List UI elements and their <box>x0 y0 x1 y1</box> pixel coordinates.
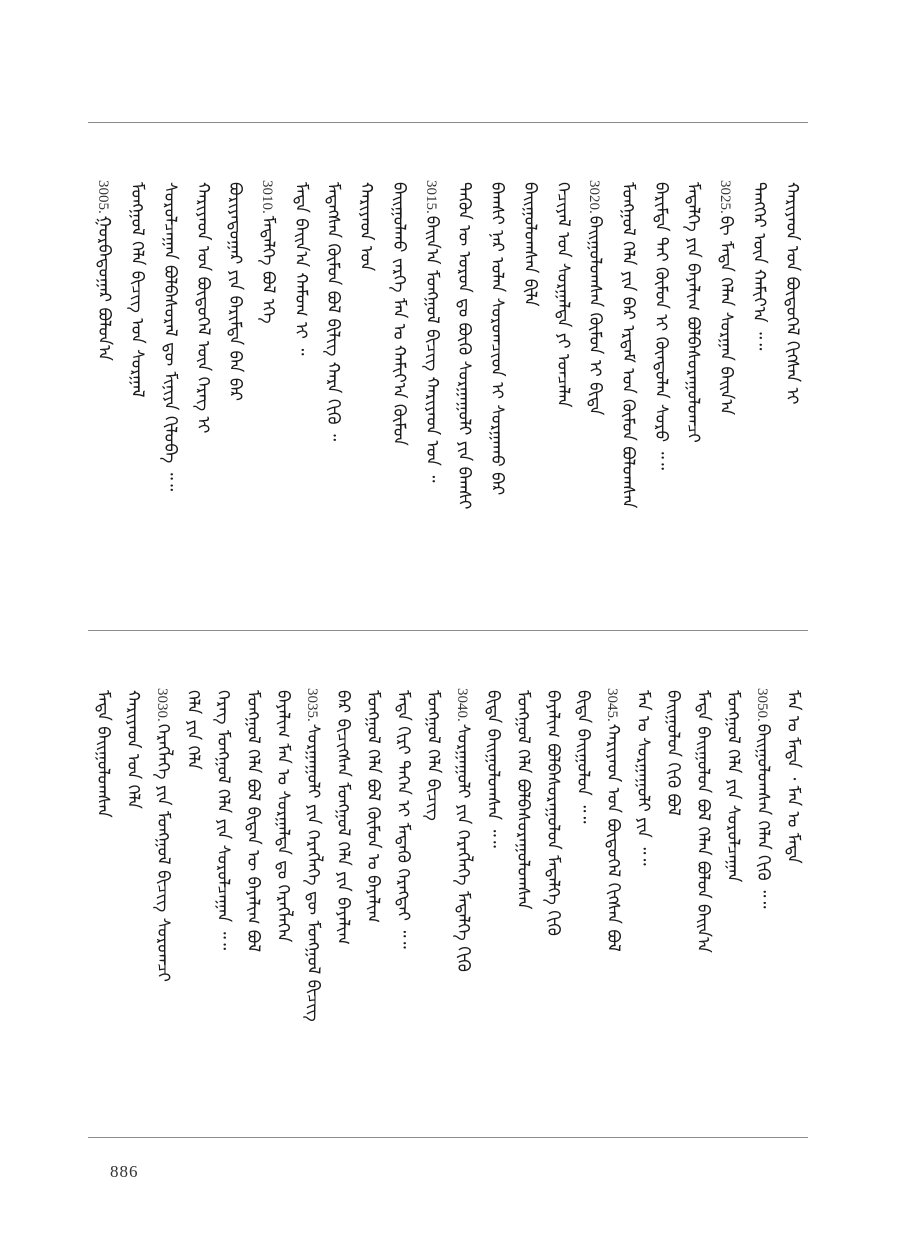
verse-line-text-row <box>617 180 639 620</box>
verse-line-text-row <box>572 688 594 1128</box>
verse-line <box>482 688 504 1128</box>
verse-line-text-row <box>242 688 264 1128</box>
verse-text: ᠪᠠᠶᠠᠯᠢᠭ ᠪᠣᠯᠪᠠᠰᠤᠷᠠᠭᠤᠯᠤᠨ ᠮᠡᠳᠡᠯᠭᠡ ᠬᠢᠬᠦ <box>543 690 563 936</box>
verse-text: ᠮᠠᠨ ᠤ ᠰᠤᠷᠭᠠᠭᠤᠯᠢ ᠶᠢᠨ ᠃᠃ <box>633 690 653 866</box>
verse-line-text-row <box>748 180 770 620</box>
verse-text: ᠮᠡᠳᠡ ᠪᠠᠢᠭᠤᠯᠤᠨ ᠪᠣᠯ ᠬᠡᠯᠡᠨ ᠪᠣᠯᠤᠨ ᠪᠠᠢᠨ᠎ᠠ <box>693 690 713 953</box>
verse-text: ᠪᠠᠢᠭᠤᠯᠬᠤ ᠵᠡᠷᠭᠡ ᠮᠠᠨ ᠤ ᠬᠠᠮᠢᠶ᠎ᠠ ᠬᠦᠮᠦᠨ <box>388 182 409 446</box>
verse-line-text-row <box>257 180 279 620</box>
verse-line <box>272 688 294 1128</box>
verse-text: ᠪᠠᠢᠭᠤᠯᠤᠭᠰᠠᠨ ᠪᠢᠯᠡ <box>519 182 540 307</box>
verse-line <box>182 688 204 1128</box>
verse-line <box>632 688 654 1128</box>
verse-line <box>93 180 115 620</box>
verse-text: ᠮᠡᠳᠡᠭᠰᠡᠨ ᠬᠥᠮᠦᠨ ᠪᠣᠯ ᠪᠢᠯᠢᠭ ᠬᠠᠷᠠ ᠬᠢᠬᠦ ᠃ <box>323 182 344 442</box>
verse-text: ᠪᠠᠢᠭᠤᠯᠤᠭᠰᠠᠨ ᠬᠡᠯᠡᠨ ᠬᠢᠬᠦ ᠃᠃ <box>753 723 773 909</box>
line-number: 3035. <box>304 688 320 722</box>
verse-line <box>782 688 804 1128</box>
line-number: 3040. <box>454 688 470 722</box>
verse-line <box>715 180 737 620</box>
verse-line <box>584 180 606 620</box>
upper-verse-block <box>88 180 808 620</box>
verse-text: ᠮᠣᠩᠭᠣᠯ ᠬᠡᠯᠡ ᠶᠢᠨ ᠪᠠᠷ ᠡᠷᠳᠡᠮ ᠤᠨ ᠬᠦᠮᠦᠨ ᠪᠤᠯᠤᠭᠰᠠᠨ <box>618 182 638 509</box>
verse-text: ᠪᠠᠭᠰᠢ ᠨᠠᠷ ᠣᠯᠠᠨ ᠰᠤᠷᠤᠭᠴᠢᠳ ᠢ ᠰᠤᠷᠭᠠᠬᠤ ᠪᠠᠷ <box>487 182 508 496</box>
line-number: 3015. <box>422 180 439 214</box>
verse-text: ᠪᠠᠶᠠᠯᠢᠭ ᠮᠠᠨ ᠤ ᠰᠤᠷᠭᠠᠯᠲᠠ ᠳᠤ ᠬᠡᠷᠡᠭᠯᠡᠭᠡᠨ <box>273 690 293 943</box>
verse-text: ᠮᠡᠳᠡ ᠬᠢᠷᠢ ᠲᠡᠭᠡᠨ ᠢ ᠮᠡᠳᠡᠬᠦ ᠬᠡᠷᠡᠭᠲᠡᠢ ᠃᠃ <box>393 690 413 949</box>
verse-text: ᠬᠠᠷᠢᠶᠠᠳ ᠤᠨ ᠪᠦᠲᠦᠭᠡᠯ ᠬᠢᠭᠰᠡᠨ ᠢ <box>781 182 802 405</box>
verse-line-text-row <box>272 688 294 1128</box>
verse-text: ᠪᠠᠢᠭᠤᠯᠤᠨ ᠬᠢᠬᠦ ᠪᠣᠯ <box>663 690 683 816</box>
verse-line <box>257 180 279 620</box>
verse-line <box>152 688 174 1128</box>
verse-text: ᠰᠤᠷᠭᠠᠭᠤᠯᠢ ᠶᠢᠨ ᠬᠡᠷᠡᠭᠯᠡᠭᠡ ᠮᠡᠳᠡᠯᠭᠡ ᠬᠢᠬᠦ <box>453 723 473 972</box>
verse-line <box>572 688 594 1128</box>
verse-text: ᠬᠠᠷᠢᠶᠠᠳ ᠤᠨ <box>356 182 377 272</box>
verse-line-text-row <box>782 688 804 1128</box>
verse-line-text-row <box>552 180 574 620</box>
verse-line <box>722 688 744 1128</box>
verse-line-text-row <box>224 180 246 620</box>
verse-line-text-row <box>332 688 354 1128</box>
verse-line <box>92 688 114 1128</box>
verse-text: ᠮᠣᠩᠭᠣᠯ ᠬᠡᠯᠡ ᠪᠢᠴᠢᠭ <box>423 690 443 821</box>
verse-line-text-row <box>452 688 474 1128</box>
verse-text: ᠮᠡᠳᠡᠯᠭᠡ ᠪᠤᠯ ᠡᠬᠡ <box>258 215 278 324</box>
verse-line-text-row <box>388 180 410 620</box>
verse-text: ᠭᠤᠷᠪᠠᠳᠤᠭᠠᠷ ᠪᠤᠯᠤᠨ᠎ᠠ <box>94 215 115 361</box>
verse-line-text-row <box>92 688 114 1128</box>
verse-text: ᠪᠢ ᠮᠡᠳᠡ ᠬᠡᠯᠡᠨ ᠰᠤᠷᠭᠠᠨ ᠪᠠᠢᠨ᠎ᠠ <box>716 215 737 416</box>
verse-line-text-row <box>422 688 444 1128</box>
verse-line-text-row <box>290 180 312 620</box>
verse-text: ᠬᠠᠷᠢᠶᠠᠳ ᠤᠨ ᠪᠦᠲᠦᠭᠡᠯ ᠦᠨ ᠬᠡᠷᠡᠭ ᠢ <box>192 182 213 434</box>
verse-line <box>355 180 377 620</box>
verse-line <box>290 180 312 620</box>
verse-text: ᠮᠠᠨ ᠤ ᠮᠡᠳᠡ ᠂ ᠮᠠᠨ ᠤ ᠮᠡᠳᠡ <box>783 690 803 864</box>
verse-line-text-row <box>355 180 377 620</box>
verse-line <box>332 688 354 1128</box>
verse-text: ᠬᠠᠷᠢᠶᠠᠳ ᠤᠨ ᠬᠡᠯᠡ <box>123 690 143 809</box>
verse-line-text-row <box>482 688 504 1128</box>
verse-text: ᠬᠡᠴᠢᠶᠡᠯ ᠤᠨ ᠰᠤᠷᠭᠠᠯᠲᠠ ᠶᠢ ᠣᠨᠴᠠᠯᠠᠨ <box>552 182 573 408</box>
verse-line <box>302 688 324 1128</box>
verse-line <box>362 688 384 1128</box>
verse-text: ᠪᠠᠷ ᠪᠢᠴᠢᠭᠰᠡᠨ ᠮᠣᠩᠭᠣᠯ ᠬᠡᠯᠡ ᠶᠢᠨ ᠪᠠᠶᠠᠯᠢᠭ <box>333 690 353 945</box>
verse-line <box>752 688 774 1128</box>
verse-text: ᠪᠤᠷᠢᠶᠠᠳᠤᠭᠠᠷ ᠶᠢᠨ ᠪᠠᠷᠢᠮᠲᠠ ᠪᠠᠨ ᠪᠠᠷ <box>225 182 246 402</box>
verse-line <box>692 688 714 1128</box>
verse-text: ᠮᠣᠩᠭᠣᠯ ᠬᠡᠯᠡ ᠶᠢᠨ ᠰᠤᠷᠤᠯᠴᠠᠭᠠᠨ <box>723 690 743 883</box>
verse-line-text-row <box>122 688 144 1128</box>
verse-line <box>224 180 246 620</box>
verse-line-text-row <box>519 180 541 620</box>
verse-text: ᠪᠠᠷᠢᠮᠲᠠ ᠲᠠᠢ ᠬᠦᠮᠦᠨ ᠢ ᠬᠦᠨᠳᠦᠯᠡᠨ ᠰᠤᠷᠤ ᠃᠃ <box>650 182 671 470</box>
verse-line-text-row <box>93 180 115 620</box>
verse-line-text-row <box>692 688 714 1128</box>
verse-line <box>453 180 475 620</box>
verse-line-text-row <box>715 180 737 620</box>
verse-text: ᠰᠤᠷᠤᠯᠴᠠᠭᠠᠨ ᠪᠣᠯᠪᠠᠰᠤᠷᠠᠯ ᠳᠦ ᠮᠢᠨᠢᠶᠡ ᠬᠢᠯᠦ᠍ᠪᠡ ᠃᠃ <box>159 182 180 492</box>
verse-line <box>519 180 541 620</box>
verse-line-text-row <box>486 180 508 620</box>
verse-line-text-row <box>584 180 606 620</box>
verse-line-text-row <box>781 180 803 620</box>
verse-line-text-row <box>602 688 624 1128</box>
verse-line <box>322 180 344 620</box>
verse-line <box>126 180 148 620</box>
verse-line <box>512 688 534 1128</box>
middle-rule <box>88 630 808 631</box>
verse-text: ᠪᠢᠳᠡ ᠪᠠᠢᠭᠤᠯᠤᠭᠰᠠᠨ ᠃᠃ <box>483 690 503 848</box>
verse-line-text-row <box>192 180 214 620</box>
verse-line-text-row <box>650 180 672 620</box>
verse-line <box>552 180 574 620</box>
verse-line <box>781 180 803 620</box>
verse-line <box>650 180 672 620</box>
verse-text: ᠮᠡᠳᠡ ᠪᠠᠢᠨ᠎ᠠ ᠬᠠᠮᠤᠭ ᠢ ᠃ <box>290 182 311 356</box>
line-number: 3005. <box>95 180 112 214</box>
verse-line-text-row <box>182 688 204 1128</box>
verse-line-text-row <box>322 180 344 620</box>
verse-line-text-row <box>662 688 684 1128</box>
lower-verse-block <box>88 688 808 1128</box>
verse-line <box>422 688 444 1128</box>
verse-line-text-row <box>632 688 654 1128</box>
verse-line-text-row <box>722 688 744 1128</box>
line-number: 3025. <box>717 180 734 214</box>
verse-line-text-row <box>152 688 174 1128</box>
verse-line <box>682 180 704 620</box>
verse-text: ᠪᠠᠢᠭᠤᠯᠤᠭᠰᠠᠨ ᠬᠦᠮᠦᠨ ᠢ ᠪᠢᠳᠡ <box>585 215 606 416</box>
verse-text: ᠬᠡᠯᠡ ᠶᠢᠨ ᠬᠡᠯᠡ <box>183 690 203 770</box>
verse-text: ᠬᠠᠷᠢᠶᠠᠳ ᠤᠨ ᠪᠦᠲᠦᠭᠡᠯ ᠬᠢᠭᠰᠡᠨ ᠪᠣᠯ <box>603 723 623 952</box>
verse-line <box>421 180 443 620</box>
verse-line <box>486 180 508 620</box>
verse-line <box>122 688 144 1128</box>
verse-line <box>242 688 264 1128</box>
verse-text: ᠮᠣᠩᠭᠣᠯ ᠬᠡᠯᠡ ᠪᠢᠴᠢᠭ ᠤᠨ ᠰᠤᠷᠭᠠᠯ <box>127 182 148 398</box>
verse-line <box>602 688 624 1128</box>
verse-text: ᠮᠣᠩᠭᠣᠯ ᠬᠡᠯᠡ ᠪᠣᠯ ᠪᠢᠳᠡᠨ ᠦ ᠪᠠᠶᠠᠯᠢᠭ ᠪᠣᠯ <box>243 690 263 953</box>
verse-text: ᠮᠡᠳᠡ ᠪᠠᠢᠭᠤᠯᠤᠭᠰᠠᠨ <box>93 690 113 818</box>
verse-text: ᠲᠡᠩᠭᠡᠷ ᠦᠨ ᠬᠠᠮᠢᠶ᠎ᠠ ᠃᠃ <box>748 182 769 351</box>
verse-line <box>388 180 410 620</box>
line-number: 3030. <box>154 688 170 722</box>
verse-text: ᠬᠡᠷᠡᠭ ᠮᠣᠩᠭᠣᠯ ᠬᠡᠯᠡ ᠶᠢᠨ ᠰᠤᠷᠤᠯᠴᠠᠭᠠᠨ ᠃᠃ <box>213 690 233 951</box>
verse-line-text-row <box>542 688 564 1128</box>
verse-line-text-row <box>453 180 475 620</box>
line-number: 3045. <box>604 688 620 722</box>
verse-line-text-row <box>302 688 324 1128</box>
verse-line-text-row <box>392 688 414 1128</box>
verse-text: ᠮᠣᠩᠭᠣᠯ ᠬᠡᠯᠡ ᠪᠣᠯᠪᠠᠰᠤᠷᠠᠭᠤᠯᠤᠭᠰᠠᠨ <box>513 690 533 910</box>
verse-text: ᠰᠤᠷᠭᠠᠭᠤᠯᠢ ᠶᠢᠨ ᠬᠡᠷᠡᠭᠯᠡᠭᠡ ᠳᠦ ᠮᠣᠩᠭᠣᠯ ᠪᠢᠴᠢᠭ <box>303 723 323 1022</box>
verse-text: ᠬᠡᠷᠡᠭᠯᠡᠭᠡ ᠶᠢᠨ ᠮᠣᠩᠭᠣᠯ ᠪᠢᠴᠢᠭ ᠰᠤᠷᠤᠭᠴᠢ <box>153 723 173 982</box>
line-number: 3010. <box>259 180 275 214</box>
line-number: 3020. <box>586 180 603 214</box>
verse-line <box>452 688 474 1128</box>
verse-text: ᠮᠣᠩᠭᠣᠯ ᠬᠡᠯᠡ ᠪᠣᠯ ᠬᠦᠮᠦᠨ ᠤ ᠪᠠᠶᠠᠯᠢᠭ <box>363 690 383 923</box>
page-number: 886 <box>110 1162 139 1181</box>
verse-text: ᠪᠢᠳᠡ ᠪᠠᠢᠭᠤᠯᠤᠨ ᠃᠃ <box>573 690 593 824</box>
verse-line-text-row <box>752 688 774 1128</box>
line-number: 3050. <box>754 688 770 722</box>
verse-line <box>392 688 414 1128</box>
verse-line <box>617 180 639 620</box>
bottom-rule <box>88 1137 808 1138</box>
verse-text: ᠪᠠᠢᠨ᠎ᠠ ᠮᠣᠩᠭᠣᠯ ᠪᠢᠴᠢᠭ ᠬᠠᠷᠢᠶᠠᠳ ᠤᠨ ᠃ <box>421 215 442 483</box>
verse-line-text-row <box>362 688 384 1128</box>
verse-line <box>748 180 770 620</box>
verse-line <box>192 180 214 620</box>
verse-line <box>159 180 181 620</box>
verse-line <box>662 688 684 1128</box>
verse-line-text-row <box>512 688 534 1128</box>
verse-line-text-row <box>682 180 704 620</box>
verse-line-text-row <box>159 180 181 620</box>
verse-line <box>212 688 234 1128</box>
verse-text: ᠲᠡᠭᠦᠨ ᠦ ᠣᠷᠣᠨ ᠳᠤ ᠪᠦᠬᠦ ᠰᠤᠷᠭᠠᠭᠤᠯᠢ ᠶᠢᠨ ᠪᠠᠭᠰᠢ <box>454 182 475 510</box>
verse-line-text-row <box>126 180 148 620</box>
verse-line <box>542 688 564 1128</box>
verse-line-text-row <box>421 180 443 620</box>
verse-text: ᠮᠡᠳᠡᠯᠭᠡ ᠶᠢᠨ ᠪᠠᠶᠠᠯᠢᠭ ᠪᠣᠯᠪᠠᠰᠤᠷᠠᠭᠤᠯᠤᠭᠴᠢ <box>683 182 704 443</box>
top-rule <box>88 122 808 123</box>
verse-line-text-row <box>212 688 234 1128</box>
